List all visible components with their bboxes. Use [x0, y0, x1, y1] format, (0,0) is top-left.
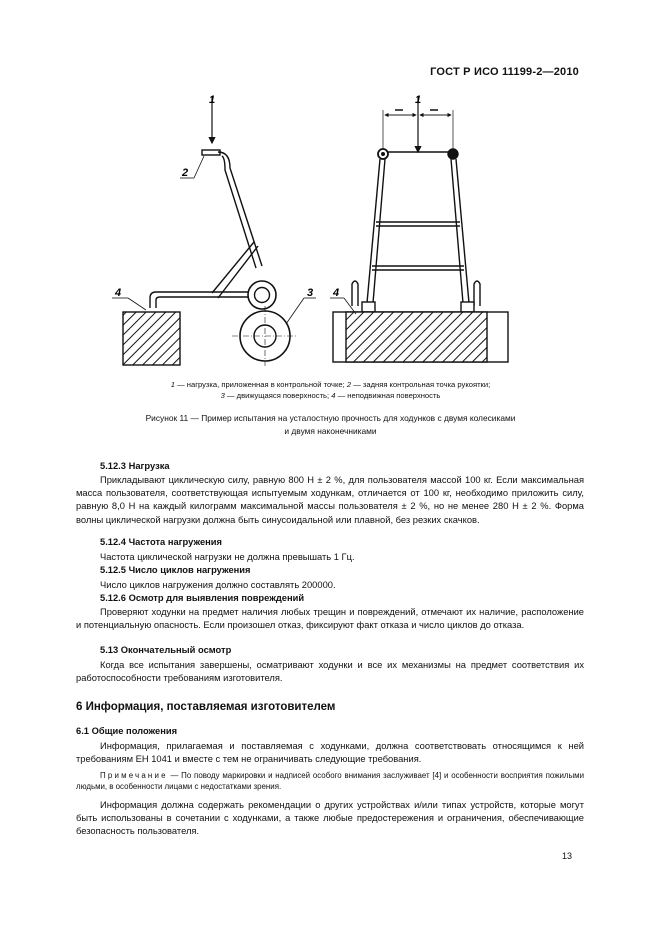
label-3: 3	[307, 287, 314, 299]
figure-caption-line-1: Рисунок 11 — Пример испытания на усталостную прочность для ходунков с двумя колесиками	[145, 413, 516, 423]
label-1-right: 1	[415, 94, 422, 106]
fixed-surface-right	[346, 312, 487, 362]
note-6-1: Примечание — По поводу маркировки и надписей особого внимания заслуживает [4] и особенности восприятия пожилыми людьми, в особенности лицами с недостатками зрения.	[76, 771, 584, 791]
heading-section-6: 6 Информация, поставляемая изготовителем	[76, 701, 336, 713]
heading-5-12-5: 5.12.5 Число циклов нагружения	[100, 565, 251, 575]
figure-legend-line-1: 1 — нагрузка, приложенная в контрольной точке; 2 — задняя контрольная точка рукоятки;	[170, 380, 491, 389]
paragraph-5-12-5: Число циклов нагружения должно составлять 200000.	[100, 580, 336, 590]
heading-5-12-6: 5.12.6 Осмотр для выявления повреждений	[100, 593, 305, 603]
heading-6-1: 6.1 Общие положения	[76, 726, 178, 736]
note-label: Примечание	[100, 771, 168, 780]
heading-5-12-4: 5.12.4 Частота нагружения	[100, 537, 222, 547]
paragraph-5-12-4: Частота циклической нагрузки не должна превышать 1 Гц.	[100, 552, 355, 562]
heading-5-13: 5.13 Окончательный осмотр	[100, 645, 232, 655]
paragraph-5-12-6: Проверяют ходунки на предмет наличия любых трещин и повреждений, отмечают их наличие, расположение и потенциальную опасность. Если произошел отказ, фиксируют факт отказа и число циклов до отказа.	[76, 607, 584, 631]
figure-caption-line-2: и двумя наконечниками	[284, 426, 377, 436]
figure-11	[112, 88, 532, 373]
label-4-right: 4	[333, 287, 340, 299]
paragraph-6-1-info: Информация должна содержать рекомендации о других устройствах и/или типах устройств, которые могут быть использованы в сочетании с ходунками, а также любые предостережения и ограничения, обеспечивающие безопасность пользователя.	[76, 800, 584, 837]
label-1-left: 1	[209, 94, 216, 106]
label-2: 2	[182, 167, 189, 179]
handle-grip	[202, 150, 220, 155]
figure-legend-line-2: 3 — движущаяся поверхность; 4 — неподвижная поверхность	[220, 391, 441, 400]
fixed-surface-left	[123, 312, 180, 365]
label-4-left: 4	[115, 287, 122, 299]
heading-5-12-3: 5.12.3 Нагрузка	[100, 461, 170, 471]
paragraph-6-1: Информация, прилагаемая и поставляемая с ходунками, должна соответствовать относящимся к ней требованиям ЕН 1041 и вместе с тем не ограничивать следующие требования.	[76, 741, 584, 765]
walker-test-drawing	[112, 88, 532, 373]
page-header: ГОСТ Р ИСО 11199-2—2010	[430, 66, 579, 78]
page-number: 13	[562, 851, 573, 861]
paragraph-5-12-3: Прикладывают циклическую силу, равную 800 Н ± 2 %, для пользователя массой 100 кг. Если максимальная масса пользователя, соответствующая испытуемым ходункам, отличается от 100 кг, необходимо приложить силу, равную 8,0 Н на каждый килограмм максимальной массы пользователя ± 2 %, но не менее 280 Н ± 2 %. Форма волны циклической нагрузки должна быть синусоидальной или плавной, без резких скачков.	[76, 475, 584, 525]
paragraph-5-13: Когда все испытания завершены, осматривают ходунки и все их механизмы на предмет соответствия их работоспособности требованиям изготовителя.	[76, 660, 584, 684]
